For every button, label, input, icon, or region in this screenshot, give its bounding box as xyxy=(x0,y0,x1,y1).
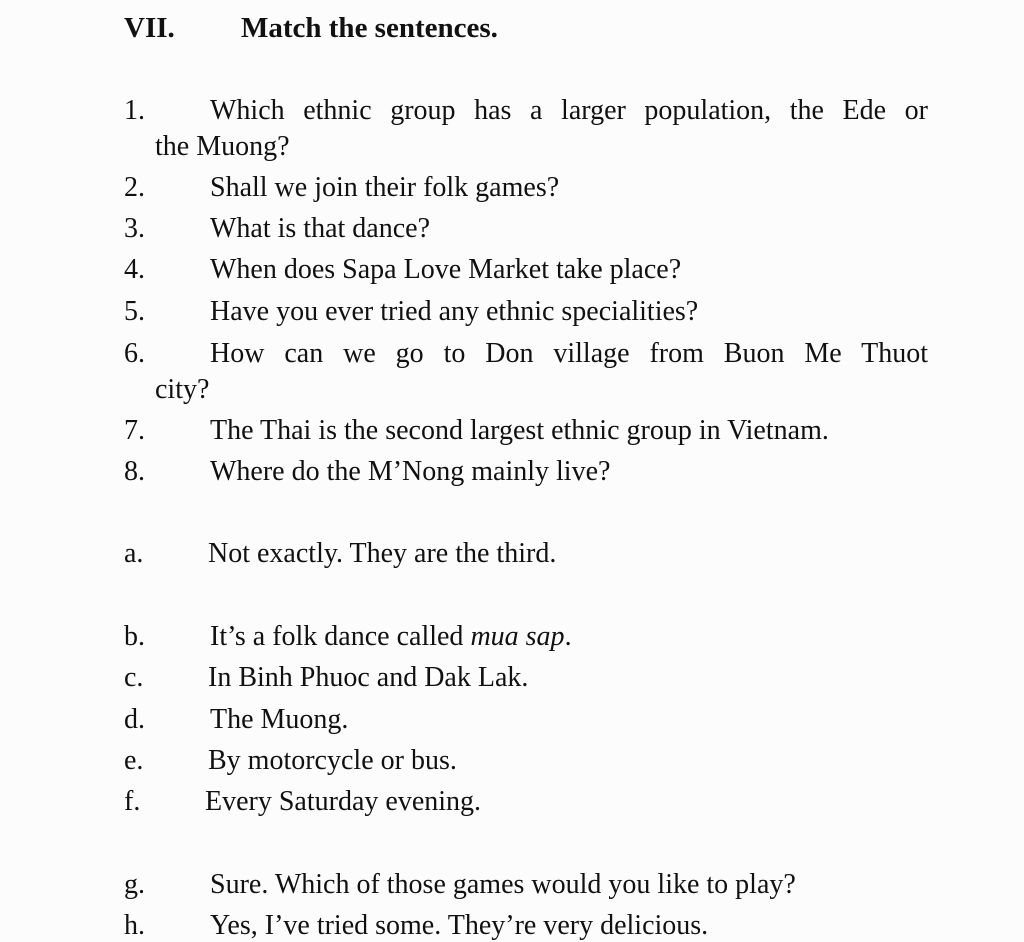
answer-text-main: It’s a folk dance called xyxy=(210,621,471,652)
answer-text: By motorcycle or bus. xyxy=(208,745,457,776)
answer-letter: c. xyxy=(124,662,144,693)
answer-text: In Binh Phuoc and Dak Lak. xyxy=(208,662,529,693)
answer-letter: g. xyxy=(124,869,145,900)
answer-letter: h. xyxy=(124,910,145,941)
answer-text: Sure. Which of those games would you like to play? xyxy=(210,869,796,900)
question-text: Have you ever tried any ethnic specialities? xyxy=(210,296,699,327)
question-text: The Thai is the second largest ethnic group in Vietnam. xyxy=(210,415,829,446)
question-number: 7. xyxy=(124,415,145,446)
question-number: 4. xyxy=(124,254,145,285)
question-text: What is that dance? xyxy=(210,213,431,244)
answer-text: Yes, I’ve tried some. They’re very delicious. xyxy=(210,910,709,941)
question-number: 8. xyxy=(124,456,145,487)
question-number: 3. xyxy=(124,213,145,244)
question-text-continued: city? xyxy=(155,374,210,405)
question-number: 1. xyxy=(124,95,145,126)
answer-text xyxy=(210,621,572,653)
question-text: Where do the M’Nong mainly live? xyxy=(210,456,611,487)
answer-text-end: . xyxy=(564,621,572,652)
answer-letter: f. xyxy=(124,786,141,817)
answer-letter: a. xyxy=(124,538,144,569)
section-number: VII. xyxy=(124,12,175,44)
question-text: How can we go to Don village from Buon Me Thuot xyxy=(210,338,928,369)
answer-text: Every Saturday evening. xyxy=(205,786,482,817)
question-number: 2. xyxy=(124,172,145,203)
answer-letter: d. xyxy=(124,704,145,735)
question-text: Which ethnic group has a larger population, the Ede or xyxy=(210,95,928,126)
question-text: Shall we join their folk games? xyxy=(210,172,560,203)
answer-text: Not exactly. They are the third. xyxy=(208,538,557,569)
question-number: 6. xyxy=(124,338,145,369)
answer-letter: e. xyxy=(124,745,144,776)
question-text: When does Sapa Love Market take place? xyxy=(210,254,682,285)
answer-letter: b. xyxy=(124,621,145,652)
answer-text-italic: mua sap xyxy=(470,621,565,652)
question-text-continued: the Muong? xyxy=(155,131,290,162)
question-number: 5. xyxy=(124,296,145,327)
section-title: Match the sentences. xyxy=(241,12,498,44)
answer-text: The Muong. xyxy=(210,704,349,735)
